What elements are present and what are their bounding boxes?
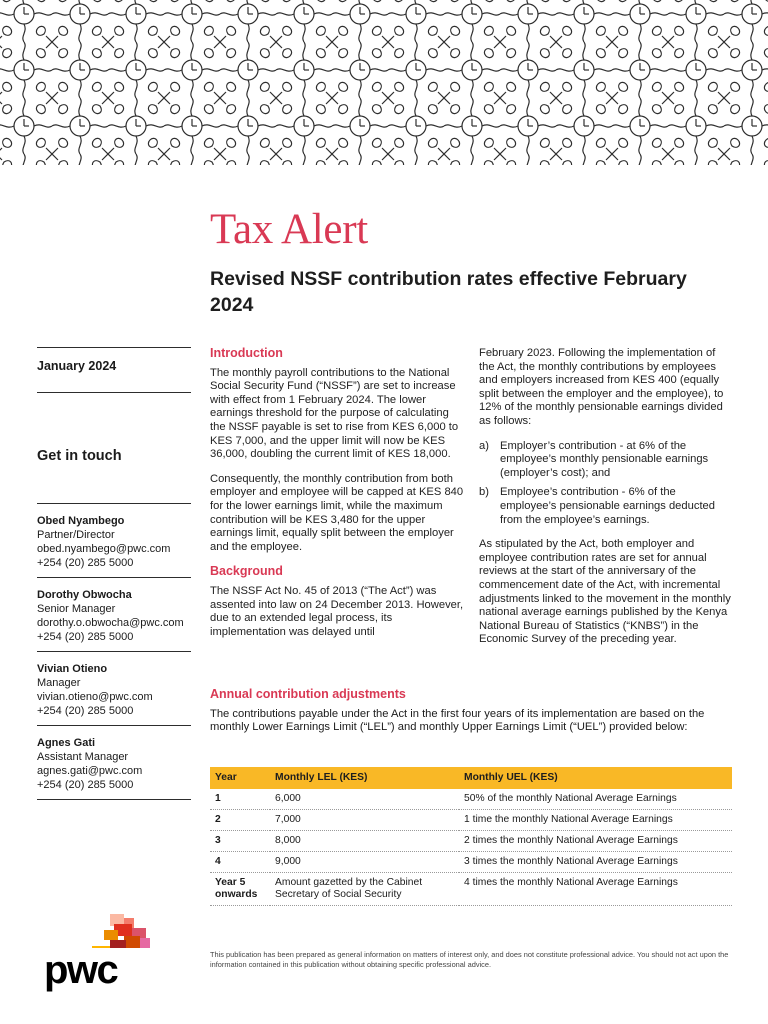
annual-adjustments-section [210, 688, 732, 735]
contact-role: Assistant Manager [37, 751, 129, 763]
cell-year: 2 [210, 810, 270, 831]
table-header-row [210, 767, 732, 789]
decorative-pattern-banner [0, 0, 768, 165]
column-header-year: Year [210, 767, 270, 789]
paragraph: The monthly payroll contributions to the National Social Security Fund (“NSSF”) are set to increase with effect from 1 February 2024. The lower earnings threshold for the purpose of calculating the NSSF payable is set to rise from KES 6,000 to KES 7,000, and the upper limit will now be KES 36,000, doubling the current limit of KES 18,000. [210, 366, 459, 461]
body-column-right [479, 347, 733, 658]
table-row [210, 873, 732, 906]
cell-uel: 3 times the monthly National Average Earnings [459, 852, 732, 873]
contact-phone: +254 (20) 285 5000 [37, 779, 134, 791]
contact-email[interactable]: vivian.otieno@pwc.com [37, 691, 153, 703]
table-row [210, 810, 732, 831]
cell-uel: 1 time the monthly National Average Earnings [459, 810, 732, 831]
table-row [210, 789, 732, 810]
publication-date: January 2024 [37, 359, 117, 373]
contact-card [37, 726, 191, 799]
paragraph: The NSSF Act No. 45 of 2013 (“The Act”) was assented into law on 24 December 2013. However, due to an extended legal process, its implementation was delayed until [210, 584, 464, 638]
contribution-list [479, 440, 733, 528]
get-in-touch-heading: Get in touch [37, 448, 122, 464]
sidebar [37, 347, 191, 800]
list-item-text: Employer’s contribution - at 6% of the employee’s monthly pensionable earnings (employer’s cost); and [500, 439, 709, 479]
section-heading-introduction: Introduction [210, 346, 283, 360]
divider [37, 799, 191, 800]
cell-uel: 50% of the monthly National Average Earnings [459, 789, 732, 810]
cell-year: 4 [210, 852, 270, 873]
cell-uel: 4 times the monthly National Average Earnings [459, 873, 732, 906]
logo-mark-icon [40, 912, 152, 952]
column-header-lel: Monthly LEL (KES) [270, 767, 459, 789]
cell-year: 3 [210, 831, 270, 852]
page-subtitle: Revised NSSF contribution rates effective February 2024 [210, 268, 687, 316]
contact-name: Obed Nyambego [37, 515, 125, 527]
contact-email[interactable]: obed.nyambego@pwc.com [37, 543, 171, 555]
section-heading-annual-adjustments: Annual contribution adjustments [210, 687, 406, 701]
disclaimer-text: This publication has been prepared as general information on matters of interest only, and does not constitute professional advice. You should not act upon the information contained in this publication without obtaining specific professional advice. [210, 950, 729, 969]
earnings-limits-table [210, 767, 732, 906]
logo-wordmark: pwc [44, 948, 118, 992]
paragraph: Consequently, the monthly contribution from both employer and employee will be capped at KES 840 for the lower earnings limit, while the maximum contribution will be KES 3,480 for the upper earnings limit, equally split between the employer and the employee. [210, 472, 464, 553]
list-item [479, 440, 733, 481]
cell-lel: 6,000 [270, 789, 459, 810]
contact-name: Vivian Otieno [37, 663, 108, 675]
contact-role: Partner/Director [37, 529, 115, 541]
cell-uel: 2 times the monthly National Average Earnings [459, 831, 732, 852]
divider [37, 347, 191, 348]
cell-lel: 8,000 [270, 831, 459, 852]
contact-role: Senior Manager [37, 603, 116, 615]
paragraph: February 2023. Following the implementation of the Act, the monthly contributions by employees and employers increased from KES 400 (equally split between the employer and the employee), to 12% of the monthly pensionable earnings divided as follows: [479, 347, 724, 427]
contact-card [37, 652, 191, 725]
divider [37, 392, 191, 393]
pwc-logo [40, 912, 152, 998]
list-marker: a) [479, 439, 489, 452]
paragraph: As stipulated by the Act, both employer and employee contribution rates are set for annual reviews at the start of the anniversary of the commencement date of the Act, with incremental adjustments linked to the movement in the monthly national average earnings published by the Kenya National Bureau of Statistics (“KNBS”) in the Economic Survey of the preceding year. [479, 538, 731, 646]
contact-name: Dorothy Obwocha [37, 589, 132, 601]
cell-lel: Amount gazetted by the Cabinet Secretary of Social Security [270, 873, 459, 906]
list-marker: b) [479, 486, 489, 499]
page-title: Tax Alert [210, 206, 368, 253]
cell-year: 1 [210, 789, 270, 810]
column-header-uel: Monthly UEL (KES) [459, 767, 732, 789]
contact-name: Agnes Gati [37, 737, 96, 749]
body-column-left [210, 347, 466, 650]
section-heading-background: Background [210, 564, 283, 579]
cell-lel: 7,000 [270, 810, 459, 831]
contact-email[interactable]: dorothy.o.obwocha@pwc.com [37, 617, 184, 629]
table-row [210, 852, 732, 873]
contact-card [37, 504, 191, 577]
list-item-text: Employee’s contribution - 6% of the employee’s pensionable earnings deducted from the employee’s earnings. [500, 486, 715, 526]
cell-lel: 9,000 [270, 852, 459, 873]
paragraph: The contributions payable under the Act in the first four years of its implementation are based on the monthly Lower Earnings Limit (“LEL”) and monthly Upper Earnings Limit (“UEL”) provided below: [210, 707, 705, 734]
contact-phone: +254 (20) 285 5000 [37, 705, 134, 717]
contact-phone: +254 (20) 285 5000 [37, 631, 134, 643]
contact-card [37, 578, 191, 651]
contact-role: Manager [37, 677, 81, 689]
cell-year: Year 5 onwards [210, 873, 270, 906]
table-row [210, 831, 732, 852]
list-item [479, 486, 733, 527]
contact-email[interactable]: agnes.gati@pwc.com [37, 765, 143, 777]
contact-phone: +254 (20) 285 5000 [37, 557, 134, 569]
